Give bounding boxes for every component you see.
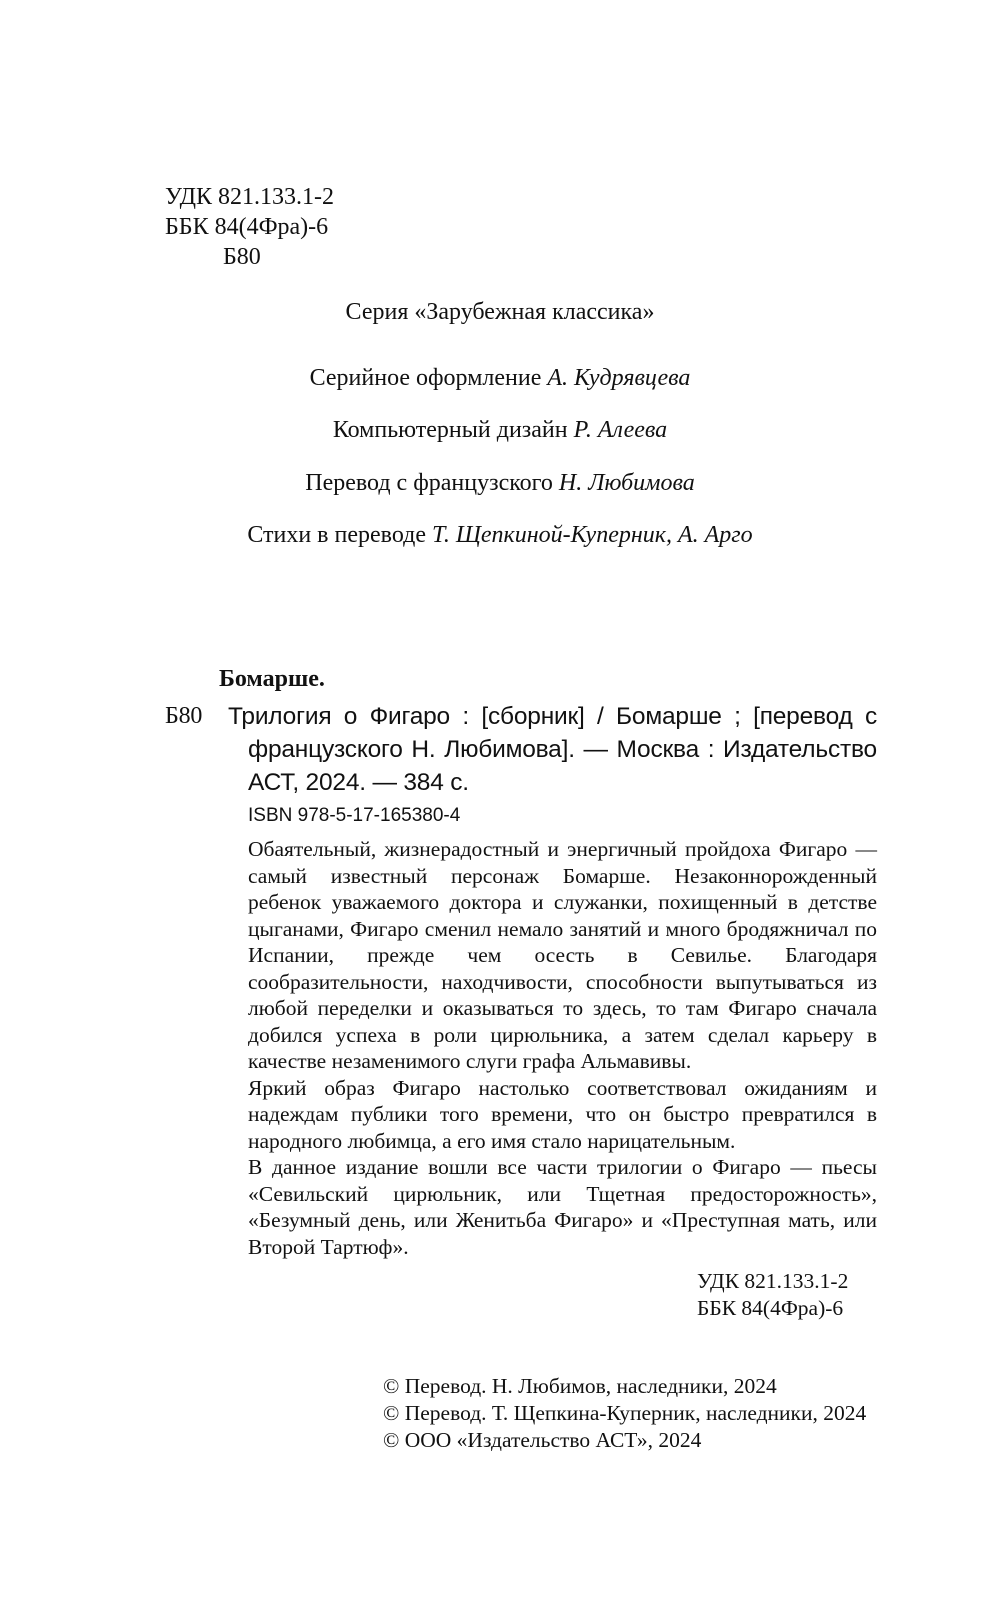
copyright-line: © Перевод. Н. Любимов, наследники, 2024	[383, 1374, 777, 1398]
verse-name: Т. Щепкиной-Куперник, А. Арго	[432, 522, 753, 548]
translation-name: Н. Любимова	[558, 470, 695, 496]
udk-code-bottom: УДК 821.133.1-2	[697, 1269, 849, 1293]
annotation-paragraph: Обаятельный, жизнерадостный и энергичный пройдоха Фигаро — самый известный персонаж Бомарше. Незаконнорожденный ребенок уважаемого доктора и служанки, похищенный в детстве цыганами, Фигаро сменил немало занятий и много бродяжничал по Испании, прежде чем осесть в Севилье. Благодаря сообразительности, находчивости, способности выпутываться из любой переделки и оказываться то здесь, то там Фигаро сначала добился успеха в роли цирюльника, а затем сделал карьеру в качестве незаменимого слуги графа Альмавивы.	[248, 837, 877, 1073]
classification-block	[165, 182, 334, 272]
computer-design-label: Компьютерный дизайн	[332, 417, 568, 443]
copyright-line: © Перевод. Т. Щепкина-Куперник, наследники, 2024	[383, 1401, 867, 1425]
bibliographic-record	[165, 663, 877, 1322]
copyright-block	[383, 1373, 866, 1454]
udk-code: УДК 821.133.1-2	[165, 184, 334, 210]
bbk-code: ББК 84(4Фра)-6	[165, 214, 329, 240]
record-mark: Б80	[165, 703, 203, 729]
copyright-line: © ООО «Издательство АСТ», 2024	[383, 1428, 702, 1452]
series-text: Серия «Зарубежная классика»	[345, 299, 655, 325]
series-design-name: А. Кудрявцева	[547, 365, 691, 391]
annotation	[165, 836, 877, 1260]
record-description-block	[165, 700, 877, 799]
bbk-code-bottom: ББК 84(4Фра)-6	[697, 1296, 844, 1320]
record-description: Трилогия о Фигаро : [сборник] / Бомарше ; [перевод с французского Н. Любимова]. — Москва : Издательство АСТ, 2024. — 384 с.	[228, 703, 877, 796]
annotation-paragraph: В данное издание вошли все части трилогии о Фигаро — пьесы «Севильский цирюльник, или Тщетная предосторожность», «Безумный день, или Женитьба Фигаро» и «Преступная мать, или Второй Тартюф».	[248, 1155, 877, 1259]
computer-design-line	[0, 417, 1000, 444]
verse-label: Стихи в переводе	[247, 522, 426, 548]
isbn: ISBN 978-5-17-165380-4	[248, 805, 461, 826]
record-author: Бомарше.	[219, 666, 325, 692]
series-design-label: Серийное оформление	[309, 365, 542, 391]
series-design-line	[0, 365, 1000, 392]
translation-line	[0, 470, 1000, 497]
classification-bottom	[165, 1268, 877, 1322]
series-line	[0, 299, 1000, 326]
translation-label: Перевод с французского	[305, 470, 553, 496]
computer-design-name: Р. Алеева	[573, 417, 668, 443]
author-mark: Б80	[223, 244, 261, 270]
annotation-paragraph: Яркий образ Фигаро настолько соответствовал ожиданиям и надеждам публики того времени, что он быстро превратился в народного любимца, а его имя стало нарицательным.	[248, 1075, 877, 1153]
verse-translation-line	[0, 522, 1000, 549]
